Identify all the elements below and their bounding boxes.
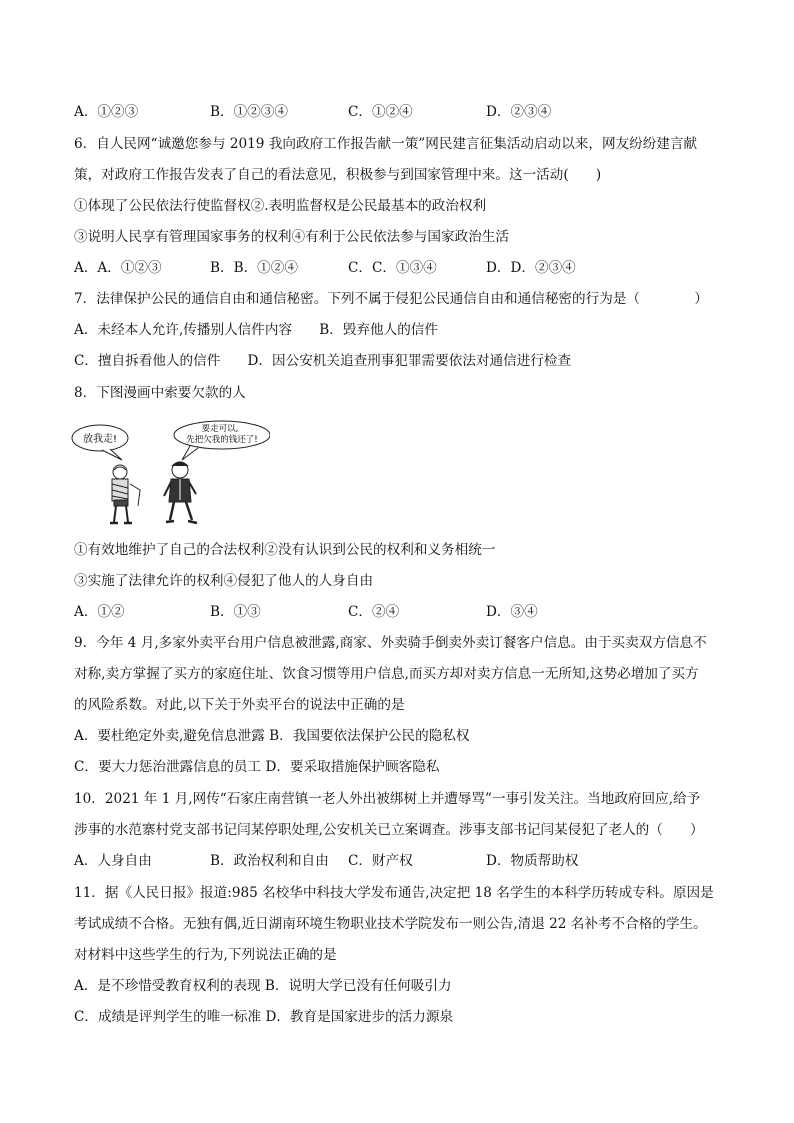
- q6-statements-line-2: ③说明人民享有管理国家事务的权利④有利于公民依法参与国家政治生活: [74, 229, 509, 245]
- q8-option-a: A．①②: [74, 604, 125, 620]
- q11-stem-line-3: 对材料中这些学生的行为,下列说法正确的是: [74, 947, 337, 963]
- q8-statements-line-1: ①有效地维护了自己的合法权利②没有认识到公民的权利和义务相统一: [74, 542, 496, 558]
- q9-stem-line-1: 9．今年 4 月,多家外卖平台用户信息被泄露,商家、外卖骑手倒卖外卖订餐客户信息。由于买卖双方信息不: [74, 635, 707, 651]
- q8-option-b: B．①③: [210, 604, 261, 620]
- q9-stem-line-2: 对称,卖方掌握了买方的家庭住址、饮食习惯等用户信息,而买方却对卖方信息一无所知,这势必增加了买方: [74, 666, 699, 682]
- q8-option-d: D．③④: [486, 604, 538, 620]
- q10-stem-line-2: 涉事的水范寨村党支部书记闫某停职处理,公安机关已立案调查。涉事支部书记闫某侵犯了老人的（ ）: [74, 822, 704, 838]
- q5-option-d: D．②③④: [486, 104, 552, 120]
- q6-option-b: B．B．①②④: [210, 260, 298, 276]
- q7-options-line-1: A．未经本人允许,传播别人信件内容 B．毁弃他人的信件: [74, 322, 438, 338]
- q10-stem-line-1: 10．2021 年 1 月,网传“石家庄南营镇一老人外出被绑树上并遭辱骂”一事引发关注。当地政府回应,给予: [74, 791, 701, 807]
- q6-option-d: D．D．②③④: [486, 260, 576, 276]
- q10-option-c: C．财产权: [348, 853, 413, 869]
- cartoon-illustration: [70, 420, 270, 528]
- q8-option-c: C．②④: [348, 604, 400, 620]
- q9-options-line-1: A．要杜绝定外卖,避免信息泄露 B．我国要依法保护公民的隐私权: [74, 728, 470, 744]
- q6-option-c: C．C．①③④: [348, 260, 437, 276]
- q11-options-line-1: A．是不珍惜受教育权利的表现 B．说明大学已没有任何吸引力: [74, 978, 452, 994]
- creditor-figure: [164, 462, 197, 523]
- q6-stem-line-2: 策，对政府工作报告发表了自己的看法意见，积极参与到国家管理中来。这一活动( ): [74, 167, 602, 183]
- q6-statements-line-1: ①体现了公民依法行使监督权②.表明监督权是公民最基本的政治权利: [74, 198, 487, 214]
- q10-option-b: B．政治权利和自由: [210, 853, 329, 869]
- q7-options-line-2: C．擅自拆看他人的信件 D．因公安机关追查刑事犯罪需要依法对通信进行检查: [74, 353, 572, 369]
- q11-stem-line-2: 考试成绩不合格。无独有偶,近日湖南环境生物职业技术学院发布一则公告,清退 22 名补考不合格的学生。: [74, 916, 707, 932]
- q11-options-line-2: C．成绩是评判学生的唯一标准 D．教育是国家进步的活力源泉: [74, 1009, 454, 1025]
- left-bubble-text: 放我走!: [82, 434, 118, 445]
- q6-option-a: A．A．①②③: [74, 260, 162, 276]
- q9-options-line-2: C．要大力惩治泄露信息的员工 D．要采取措施保护顾客隐私: [74, 759, 440, 775]
- q5-option-b: B．①②③④: [210, 104, 288, 120]
- q6-stem-line-1: 6．自人民网“诚邀您参与 2019 我向政府工作报告献一策”网民建言征集活动启动以来，网友纷纷建言献: [74, 136, 698, 152]
- q5-option-a: A．①②③: [74, 104, 139, 120]
- q5-option-c: C．①②④: [348, 104, 413, 120]
- q8-stem: 8．下图漫画中索要欠款的人: [74, 385, 246, 401]
- tied-person-figure: [110, 465, 140, 523]
- q10-option-a: A．人身自由: [74, 853, 152, 869]
- right-bubble-text-1: 要走可以,: [201, 424, 239, 434]
- q8-statements-line-2: ③实施了法律允许的权利④侵犯了他人的人身自由: [74, 573, 374, 589]
- q11-stem-line-1: 11．据《人民日报》报道:985 名校华中科技大学发布通告,决定把 18 名学生的本科学历转成专科。原因是: [74, 885, 714, 901]
- right-bubble-text-2: 先把欠我的钱还了!: [186, 435, 258, 445]
- q7-stem: 7．法律保护公民的通信自由和通信秘密。下列不属于侵犯公民通信自由和通信秘密的行为是（ ）: [74, 291, 708, 307]
- cartoon-drawing: [70, 420, 270, 528]
- q10-option-d: D．物质帮助权: [486, 853, 579, 869]
- q9-stem-line-3: 的风险系数。对此,以下关于外卖平台的说法中正确的是: [74, 697, 405, 713]
